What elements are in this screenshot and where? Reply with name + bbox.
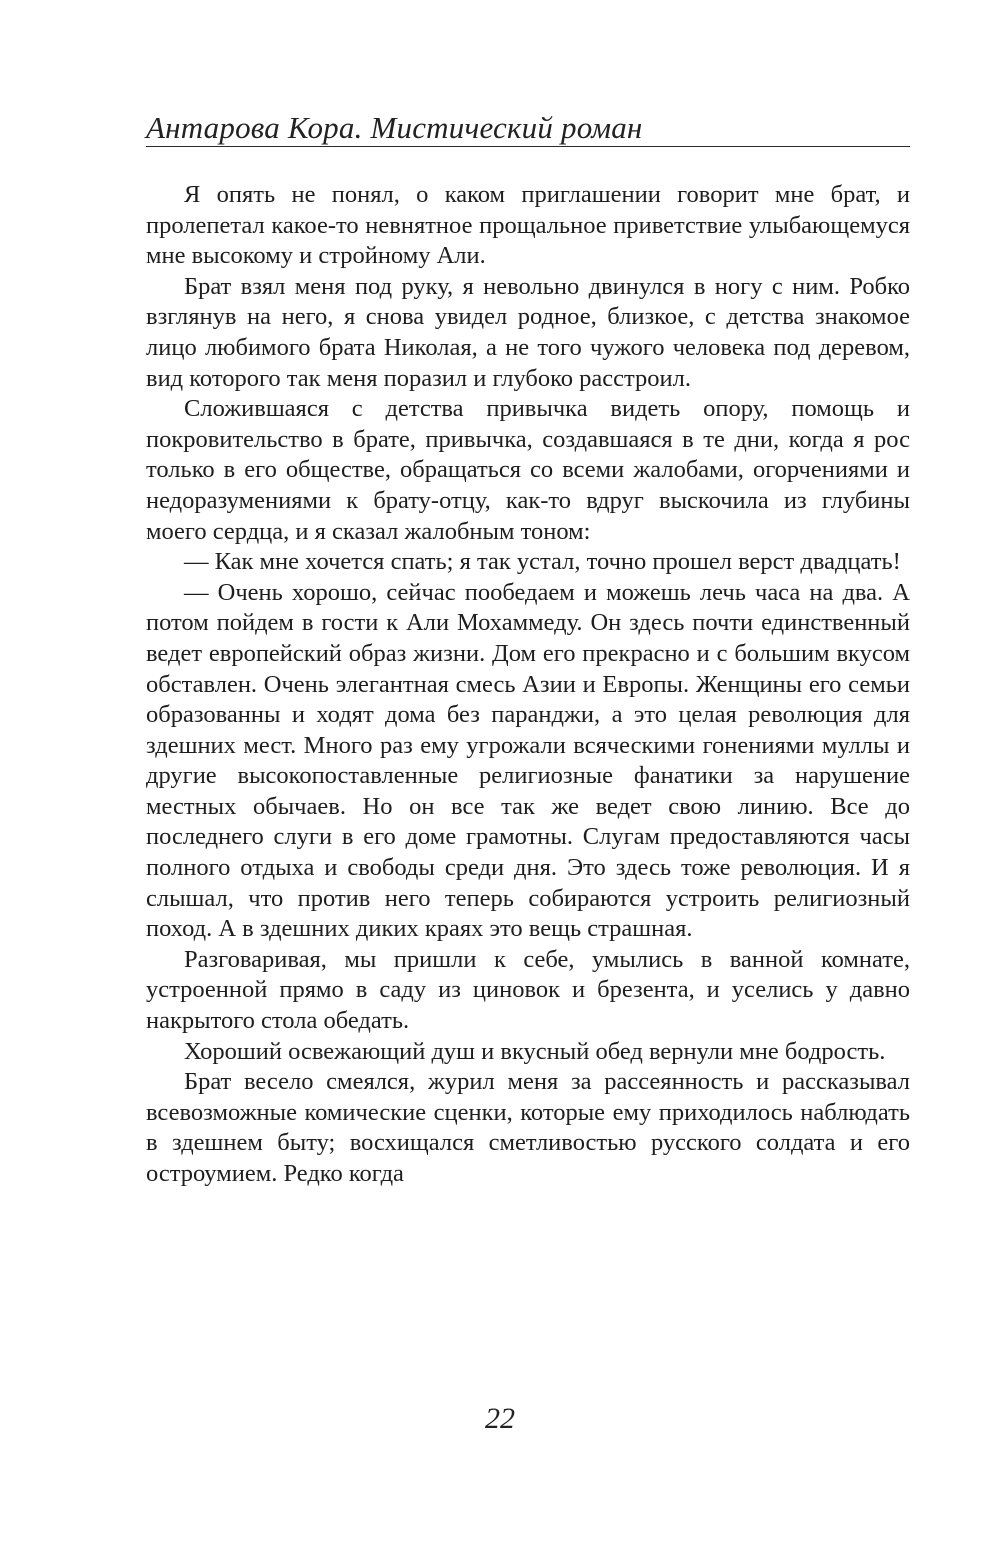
paragraph: Я опять не понял, о каком приглашении говорит мне брат, и пролепетал какое-то невнятное прощальное приветствие улыбающемуся мне высокому и стройному Али. bbox=[146, 181, 910, 270]
running-title: Антарова Кора. Мистический роман bbox=[146, 110, 643, 145]
paragraph: Сложившаяся с детства привычка видеть опору, помощь и покровительство в брате, привычка, создавшаяся в те дни, когда я рос только в его обществе, обращаться со всеми жалобами, огорчениями и недоразумениями к брату-отцу, как-то вдруг выскочила из глубины моего сердца, и я сказал жалобным тоном: bbox=[146, 395, 910, 545]
paragraph: Разговаривая, мы пришли к себе, умылись в ванной комнате, устроенной прямо в саду из циновок и брезента, и уселись у давно накрытого стола обедать. bbox=[146, 945, 910, 1035]
paragraph: — Очень хорошо, сейчас пообедаем и можешь лечь часа на два. А потом пойдем в гости к Али Мохаммеду. Он здесь почти единственный ведет европейский образ жизни. Дом его прекрасно и с большим вкусом обставлен. Очень элегантная смесь Азии и Европы. Женщины его семьи образованны и ходят дома без паранджи, а это целая революция для здешних мест. Много раз ему угрожали всяческими гонениями муллы и другие высокопоставленные религиозные фанатики за нарушение местных обычаев. Но он все так же ведет свою линию. Все до последнего слуги в его доме грамотны. Слугам предоставляются часы полного отдыха и свободы среди дня. Это здесь тоже революция. И я слышал, что против него теперь собираются устроить религиозный поход. А в здешних диких краях это вещь страшная. bbox=[146, 578, 910, 943]
page-number: 22 bbox=[485, 1402, 515, 1435]
paragraph: Хороший освежающий душ и вкусный обед вернули мне бодрость. bbox=[184, 1037, 886, 1065]
paragraph: — Как мне хочется спать; я так устал, точно прошел верст двадцать! bbox=[184, 548, 901, 576]
body-text bbox=[146, 180, 910, 1190]
paragraph: Брат взял меня под руку, я невольно двинулся в ногу с ним. Робко взглянув на него, я снова увидел родное, близкое, с детства знакомое лицо любимого брата Николая, а не того чужого человека под деревом, вид которого так меня поразил и глубоко расстроил. bbox=[146, 272, 910, 392]
header-rule bbox=[146, 146, 910, 147]
paragraph: Брат весело смеялся, журил меня за рассеянность и рассказывал всевозможные комические сценки, которые ему приходилось наблюдать в здешнем быту; восхищался сметливостью русского солдата и его остроумием. Редко когда bbox=[146, 1068, 910, 1187]
